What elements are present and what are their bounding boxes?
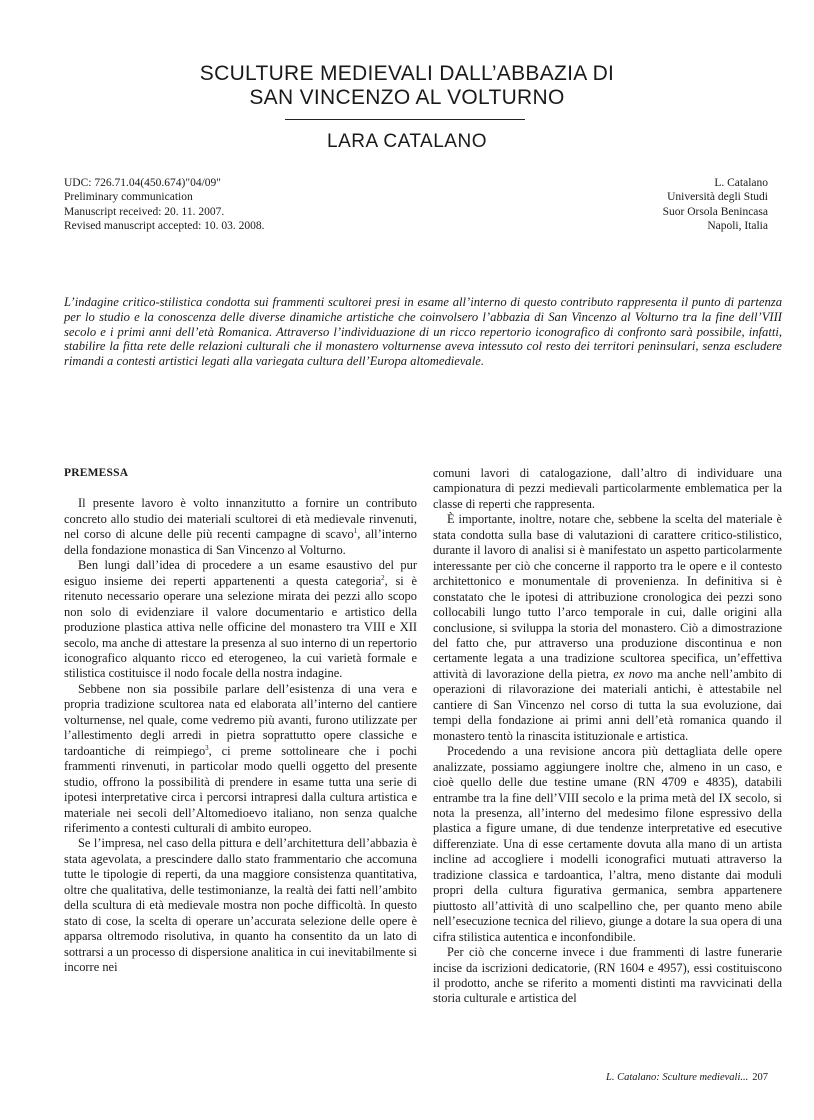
text: , all’interno della fondazione monastica di San Vincenzo al Volturno. xyxy=(64,527,417,557)
left-column xyxy=(64,466,417,976)
paragraph: Se l’impresa, nel caso della pittura e dell’architettura dell’abbazia è stata agevolata, a prescindere dallo stato frammentario che accomuna tutte le tipologie di reperti, da una maggiore consistenza quantitativa, oltre che qualitativa, delle testimonianze, la realtà dei fatti nell’ambito della scultura di età medievale mostra non poche difficoltà. In questo stato di cose, la scelta di operare un’accurata selezione delle opere è apparsa oltremodo risolutiva, in quanto ha consentito da un lato di sottrarsi a un processo di dispersione analitica in cui inevitabilmente si incorre nei xyxy=(64,836,417,975)
page-footer xyxy=(606,1072,768,1083)
article-title xyxy=(0,62,814,110)
text: , si è ritenuto necessario operare una selezione mirata dei pezzi allo scopo non solo di evidenziare il valore documentario e artistico della produzione plastica attiva nelle officine del monastero tra VIII e XII secolo, ma anche di attestare la presenza al suo interno di un repertorio iconografico alquanto ricco ed eterogeneo, la cui varietà formale e stilistica costituisce il nodo focale della nostra indagine. xyxy=(64,573,417,681)
affiliation-university: Università degli Studi xyxy=(667,191,768,204)
text: Il presente lavoro è volto innanzitutto a fornire un contributo concreto allo studio dei materiali scultorei di età medievale rinvenuti, nel corso di alcune delle più recenti campagne di scavo xyxy=(64,496,417,542)
author-name: LARA CATALANO xyxy=(327,131,487,152)
right-column xyxy=(433,466,782,1007)
title-divider xyxy=(285,119,525,120)
paragraph: comuni lavori di catalogazione, dall’altro di individuare una campionatura di pezzi medievali particolarmente emblematica per la classe di reperti che rappresenta. xyxy=(433,466,782,511)
section-heading: PREMESSA xyxy=(64,467,129,479)
paragraph: Per ciò che concerne invece i due frammenti di lastre funerarie incise da iscrizioni dedicatorie, (RN 1604 e 4957), essi costituiscono il prodotto, anche se riferito a momenti distinti ma ravvicinati della storia culturale e artistica del xyxy=(433,945,782,1006)
text: , ci preme sottolineare che i pochi frammenti rinvenuti, in particolar modo quelli oggetto del presente studio, offrono la possibilità di prendere in esame tutta una serie di ipotesi interpretative circa i percorsi intrapresi dalla cultura artistica e materiale nei secoli dell’Altomedioevo italiano, non senza qualche riferimento a contesti culturali di ambito europeo. xyxy=(64,743,417,835)
author-affiliation xyxy=(663,176,768,234)
paragraph xyxy=(64,496,417,558)
affiliation-institution: Suor Orsola Benincasa xyxy=(662,205,768,218)
paragraph: Procedendo a una revisione ancora più dettagliata delle opere analizzate, possiamo aggiungere inoltre che, almeno in un caso, e cioè quello delle due testine umane (RN 4709 e 4835), databili entrambe tra la fine dell’VIII secolo e la prima metà del IX secolo, si nota la presenza, all’interno del medesimo filone espressivo della plastica a figure umane, di due tendenze interpretative ed esecutive differenziate. Una di esse certamente dovuta alla mano di un artista incline ad accogliere i modelli iconografici mutuati attraverso la tradizione classica e tardoantica, l’altra, meno distante dai moduli propri della cultura figurativa germanica, sembra appartenere piuttosto all’attività di uno scalpellino che, per quanto meno abile nell’esecuzione tecnica del rilievo, giunge a dotare la sua opera di una cifra stilistica autentica e inconfondibile. xyxy=(433,744,782,944)
affiliation-name: L. Catalano xyxy=(714,177,768,189)
affiliation-city: Napoli, Italia xyxy=(707,220,768,233)
running-title: L. Catalano: Sculture medievali... xyxy=(606,1072,749,1083)
page-number: 207 xyxy=(752,1072,768,1083)
footnote-ref[interactable]: 1 xyxy=(353,527,358,536)
publication-metadata xyxy=(64,176,265,234)
text: Ben lungi dall’idea di procedere a un esame esaustivo del pur esiguo insieme dei reperti appartenenti a questa categoria xyxy=(64,558,417,588)
title-line-1: SCULTURE MEDIEVALI DALL’ABBAZIA DI xyxy=(199,62,615,85)
udc-code: UDC: 726.71.04(450.674)"04/09" xyxy=(64,177,221,189)
text: Sebbene non sia possibile parlare dell’esistenza di una vera e propria tradizione scultorea nata ed elaborata all’interno del cantiere volturnense, nel quale, come vedremo più avanti, furono utilizzate per l’allestimento degli arredi in pietra soprattutto opere classiche e tardoantiche di reimpiego xyxy=(64,681,417,758)
paragraph xyxy=(64,682,417,837)
received-date: Manuscript received: 20. 11. 2007. xyxy=(64,205,225,218)
abstract: L’indagine critico-stilistica condotta sui frammenti scultorei presi in esame all’interno di questo contributo rappresenta il punto di partenza per lo studio e la conoscenza delle diverse dinamiche artistiche che coinvolsero l’abbazia di San Vincenzo al Volturno tra la fine dell’VIII secolo e i primi anni dell’età Romanica. Attraverso l’individuazione di un ricco repertorio iconografico di confronto sarà possibile, infatti, stabilire la fitta rete delle relazioni culturali che il monastero volturnense aveva intessuto col resto dei territori peninsulari, senza escludere rimandi a contesti artistici legati alla variegata cultura dell’Europa altomedievale. xyxy=(64,295,782,369)
title-line-2: SAN VINCENZO AL VOLTURNO xyxy=(249,86,565,109)
text: ma anche nell’ambito di operazioni di rilavorazione dei materiali antichi, è attestabile nel cantiere di San Vincenzo nel corso di tutta la sua evoluzione, dai tempi della fondazione ai primi anni dell’età romanica quando il monastero tentò la rinascita istituzionale e artistica. xyxy=(433,666,783,743)
paragraph xyxy=(433,512,782,744)
italic-term: ex novo xyxy=(613,666,653,681)
footnote-ref[interactable]: 2 xyxy=(381,573,385,582)
paragraph xyxy=(64,558,417,682)
article-type: Preliminary communication xyxy=(64,191,193,204)
footnote-ref[interactable]: 3 xyxy=(205,743,209,752)
accepted-date: Revised manuscript accepted: 10. 03. 2008. xyxy=(64,220,265,233)
text: È importante, inoltre, notare che, sebbene la scelta del materiale è stata condotta sulla base di valutazioni di carattere critico-stilistico, durante il lavoro di analisi si è manifestato un aspetto particolarmente interessante per ciò che concerne il rapporto tra le opere e il contesto architettonico e monumentale di provenienza. In definitiva si è constatato che le ipotesi di attribuzione cronologica dei pezzi sono collocabili lungo tutto l’arco temporale in cui, dalle origini alla conclusione, si sviluppa la storia del monastero. Ciò a dimostrazione del fatto che, pur attraverso una produzione discontinua e non certamente legata a una tradizione scultorea specifica, un’effettiva attività di lavorazione della pietra, xyxy=(433,512,782,681)
